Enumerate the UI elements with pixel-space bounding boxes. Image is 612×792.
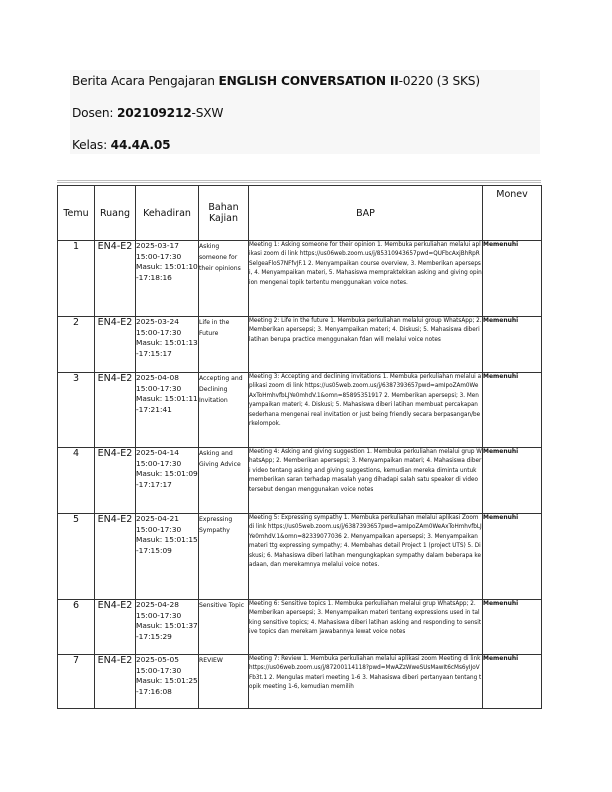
- table-row: [58, 514, 542, 600]
- col-header-temu: Temu: [58, 186, 95, 241]
- divider: [57, 180, 541, 181]
- class-line: [72, 138, 170, 152]
- table-row: [58, 241, 542, 317]
- monev-cell: Memenuhi: [483, 600, 542, 655]
- monev-cell: Memenuhi: [483, 655, 542, 709]
- bap-text: Meeting 5: Expressing sympathy 1. Membuka perkuliahan melalui aplikasi Zoom di link https://us05web.zoom.us/j/6387393657pwd=amIpoZAm0WeAxToHmhvfbLJYe0mhdV.1&omn=82339077036 2. Menyampaikan apersepsi; 3. Menyampaikan materi ttg expressing sympathy; 4. Membahas detail Project 1 (project UTS) 5. Diskusi; 6. Mahasiswa diberi latihan mengungkapkan sympathy dalam beberapa keadaan, dan merekamnya melalui voice notes.: [249, 515, 482, 569]
- temu-cell: 6: [58, 600, 95, 655]
- temu-cell: 5: [58, 514, 95, 600]
- col-header-bahan-kajian: Bahan Kajian: [199, 186, 249, 241]
- bap-text: Meeting 7: Review 1. Membuka perkuliahan melalui aplikasi zoom Meeting di link https://us06web.zoom.us/j/87200114118?pwd=MwAZzWweSUsMawIt6cMs6yIJoVFb3t.1 2. Mengulas materi meeting 1-6 3. Mahasiswa diberi pertanyaan tentang topik meeting 1-6, kemudian memilih: [249, 656, 482, 691]
- monev-cell: Memenuhi: [483, 448, 542, 514]
- dosen-label: Dosen:: [72, 106, 117, 120]
- table-row: [58, 655, 542, 709]
- bahan-kajian-cell: Asking and Giving Advice: [199, 448, 249, 514]
- ruang-cell: EN4-E2: [95, 655, 136, 709]
- bahan-kajian-cell: Asking someone for their opinions: [199, 241, 249, 317]
- report-header: [70, 70, 540, 154]
- monev-cell: Memenuhi: [483, 514, 542, 600]
- course-name: ENGLISH CONVERSATION II: [218, 74, 399, 88]
- temu-cell: 3: [58, 373, 95, 448]
- table-row: [58, 600, 542, 655]
- bahan-kajian-cell: Expressing Sympathy: [199, 514, 249, 600]
- bap-text: Meeting 3: Accepting and declining invitations 1. Membuka perkuliahan melalui aplikasi zoom di link https://us05web.zoom.us/j/6387393657pwd=amIpoZAm0WeAxToHmhvfbLJYe0mhdV.1&omn=85895351917 2. Memberikan apersepsi; 3. Menyampaikan materi; 4. Diskusi; 5. Mahasiswa diberi latihan membuat percakapan sederhana mengenai real invitation or just being friendly secara berpasangan/berkelompok.: [249, 374, 482, 428]
- kehadiran-cell: 2025-04-08 15:00-17:30 Masuk: 15:01:11 -17:21:41: [136, 373, 199, 448]
- kehadiran-cell: 2025-04-21 15:00-17:30 Masuk: 15:01:15 -17:15:09: [136, 514, 199, 600]
- table-row: [58, 317, 542, 373]
- bap-cell: [249, 373, 483, 448]
- title-prefix: Berita Acara Pengajaran: [72, 74, 219, 88]
- monev-cell: Memenuhi: [483, 373, 542, 448]
- col-header-kehadiran: Kehadiran: [136, 186, 199, 241]
- ruang-cell: EN4-E2: [95, 373, 136, 448]
- dosen-code: 202109212: [117, 106, 192, 120]
- bap-cell: [249, 241, 483, 317]
- bap-text: Meeting 4: Asking and giving suggestion 1. Membuka perkuliahan melalui grup WhatsApp; 2. Memberikan apersepsi; 3. Menyampaikan materi; 4. Mahasiswa diberi video tentang asking and giving suggestions, kemudian mereka diminta untuk memberikan saran terhadap masalah yang dihadapi salah satu speaker di video tersebut dengan menggunakan voice notes: [249, 449, 482, 493]
- bahan-kajian-cell: Accepting and Declining Invitation: [199, 373, 249, 448]
- col-header-bap: BAP: [249, 186, 483, 241]
- temu-cell: 2: [58, 317, 95, 373]
- monev-cell: Memenuhi: [483, 241, 542, 317]
- dosen-suffix: -SXW: [191, 106, 224, 120]
- lecturer-line: [72, 106, 223, 120]
- bap-cell: [249, 600, 483, 655]
- bap-text: Meeting 1: Asking someone for their opinion 1. Membuka perkuliahan melalui aplikasi zoom di link https://us06web.zoom.us/j/85310943657pwd=QUFbcAxjBhRpRSelgeaFloS7NFfvJF.1 2. Menyampaikan course overview, 3. Memberikan apersepsi, 4. Menyampaikan materi, 5. Mahasiswa mempraktekkan asking and giving opinion mengenai topik tertentu menggunakan voice notes.: [249, 242, 482, 286]
- ruang-cell: EN4-E2: [95, 448, 136, 514]
- bap-table: [57, 185, 542, 709]
- table-row: [58, 373, 542, 448]
- table-header-row: [58, 186, 542, 241]
- bap-cell: [249, 317, 483, 373]
- bahan-kajian-cell: Sensitive Topic: [199, 600, 249, 655]
- bap-cell: [249, 514, 483, 600]
- ruang-cell: EN4-E2: [95, 600, 136, 655]
- ruang-cell: EN4-E2: [95, 241, 136, 317]
- kehadiran-cell: 2025-03-17 15:00-17:30 Masuk: 15:01:10 -17:18:16: [136, 241, 199, 317]
- temu-cell: 4: [58, 448, 95, 514]
- bap-text: Meeting 6: Sensitive topics 1. Membuka perkuliahan melalui grup WhatsApp; 2. Memberikan apersepsi; 3. Menyampaikan materi tentang expressions used in talking sensitive topics; 4. Mahasiswa diberi latihan asking and responding to sensitive topics dan merekam jawabannya lewat voice notes: [249, 601, 482, 636]
- bahan-kajian-cell: REVIEW: [199, 655, 249, 709]
- divider: [57, 182, 541, 183]
- kehadiran-cell: 2025-04-14 15:00-17:30 Masuk: 15:01:09 -17:17:17: [136, 448, 199, 514]
- temu-cell: 7: [58, 655, 95, 709]
- bap-text: Meeting 2: Life in the future 1. Membuka perkuliahan melalui group WhatsApp; 2. Memberikan apersepsi; 3. Menyampaikan materi; 4. Diskusi; 5. Mahasiswa diberi latihan berupa practice menggunakan fdan will melalui voice notes: [249, 318, 482, 343]
- bap-cell: [249, 448, 483, 514]
- bahan-kajian-cell: Life in the Future: [199, 317, 249, 373]
- kelas-value: 44.4A.05: [110, 138, 171, 152]
- report-title: [72, 74, 480, 88]
- temu-cell: 1: [58, 241, 95, 317]
- ruang-cell: EN4-E2: [95, 514, 136, 600]
- kelas-label: Kelas:: [72, 138, 111, 152]
- ruang-cell: EN4-E2: [95, 317, 136, 373]
- bap-cell: [249, 655, 483, 709]
- course-suffix: -0220 (3 SKS): [398, 74, 480, 88]
- kehadiran-cell: 2025-04-28 15:00-17:30 Masuk: 15:01:37 -17:15:29: [136, 600, 199, 655]
- kehadiran-cell: 2025-05-05 15:00-17:30 Masuk: 15:01:25 -17:16:08: [136, 655, 199, 709]
- col-header-monev: Monev: [483, 186, 542, 241]
- monev-cell: Memenuhi: [483, 317, 542, 373]
- kehadiran-cell: 2025-03-24 15:00-17:30 Masuk: 15:01:13 -17:15:17: [136, 317, 199, 373]
- col-header-ruang: Ruang: [95, 186, 136, 241]
- table-row: [58, 448, 542, 514]
